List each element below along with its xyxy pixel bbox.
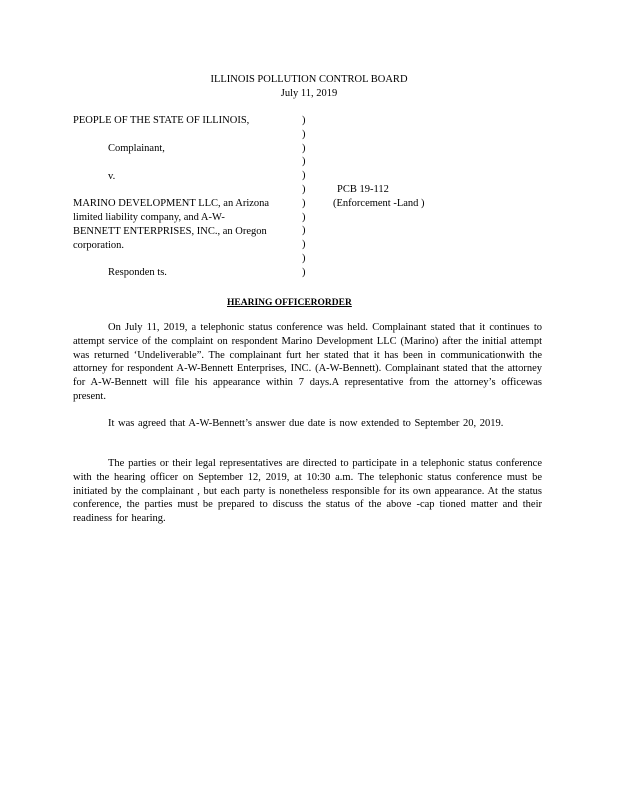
paragraph-answer-due-date: It was agreed that A-W-Bennett’s answer due date is now extended to September 20, 2019. xyxy=(108,418,504,429)
board-name: ILLINOIS POLLUTION CONTROL BOARD xyxy=(210,74,408,85)
document-date: July 11, 2019 xyxy=(280,88,338,99)
caption-respondent-line: corporation. xyxy=(73,240,125,251)
caption-respondent-line: BENNETT ENTERPRISES, INC., an Oregon xyxy=(73,226,267,237)
caption-versus: v. xyxy=(108,171,116,182)
order-title: HEARING OFFICERORDER xyxy=(227,298,352,308)
case-type: (Enforcement -Land ) xyxy=(333,198,425,209)
caption-respondent-line: limited liability company, and A-W- xyxy=(73,212,225,223)
caption-parentheses: ) ) ) ) ) ) ) ) ) ) ) ) xyxy=(302,115,306,278)
caption-party-people: PEOPLE OF THE STATE OF ILLINOIS, xyxy=(73,115,250,126)
caption-complainant-label: Complainant, xyxy=(108,143,165,154)
caption-respondent-line: MARINO DEVELOPMENT LLC, an Arizona xyxy=(73,198,270,209)
paragraph-status-conference: On July 11, 2019, a telephonic status conference was held. Complainant stated that it continues to attempt service of the complaint on respondent Marino Development LLC (Marino) after the initial attempt was returned ‘Undeliverable”. The complainant furt her stated that it has been in communicationwith the attorney for respondent A-W-Bennett Enterprises, INC. (A-W-Bennett). Complainant stated that the attorney for A-W-Bennett will file his appearance within 7 days.A representative from the attorney’s officewas present. xyxy=(73,322,542,402)
paragraph-next-conference: The parties or their legal representatives are directed to participate in a telephonic status conference with the hearing officer on September 12, 2019, at 10:30 a.m. The telephonic status conference must be initiated by the complainant , but each party is nonetheless responsible for its own appearance. At the status conference, the parties must be prepared to discuss the status of the above -cap tioned matter and their readiness for hearing. xyxy=(73,458,542,525)
caption-respondents-label: Responden ts. xyxy=(108,267,167,278)
caption-respondents-block xyxy=(73,197,293,253)
case-number: PCB 19-112 xyxy=(337,184,389,195)
